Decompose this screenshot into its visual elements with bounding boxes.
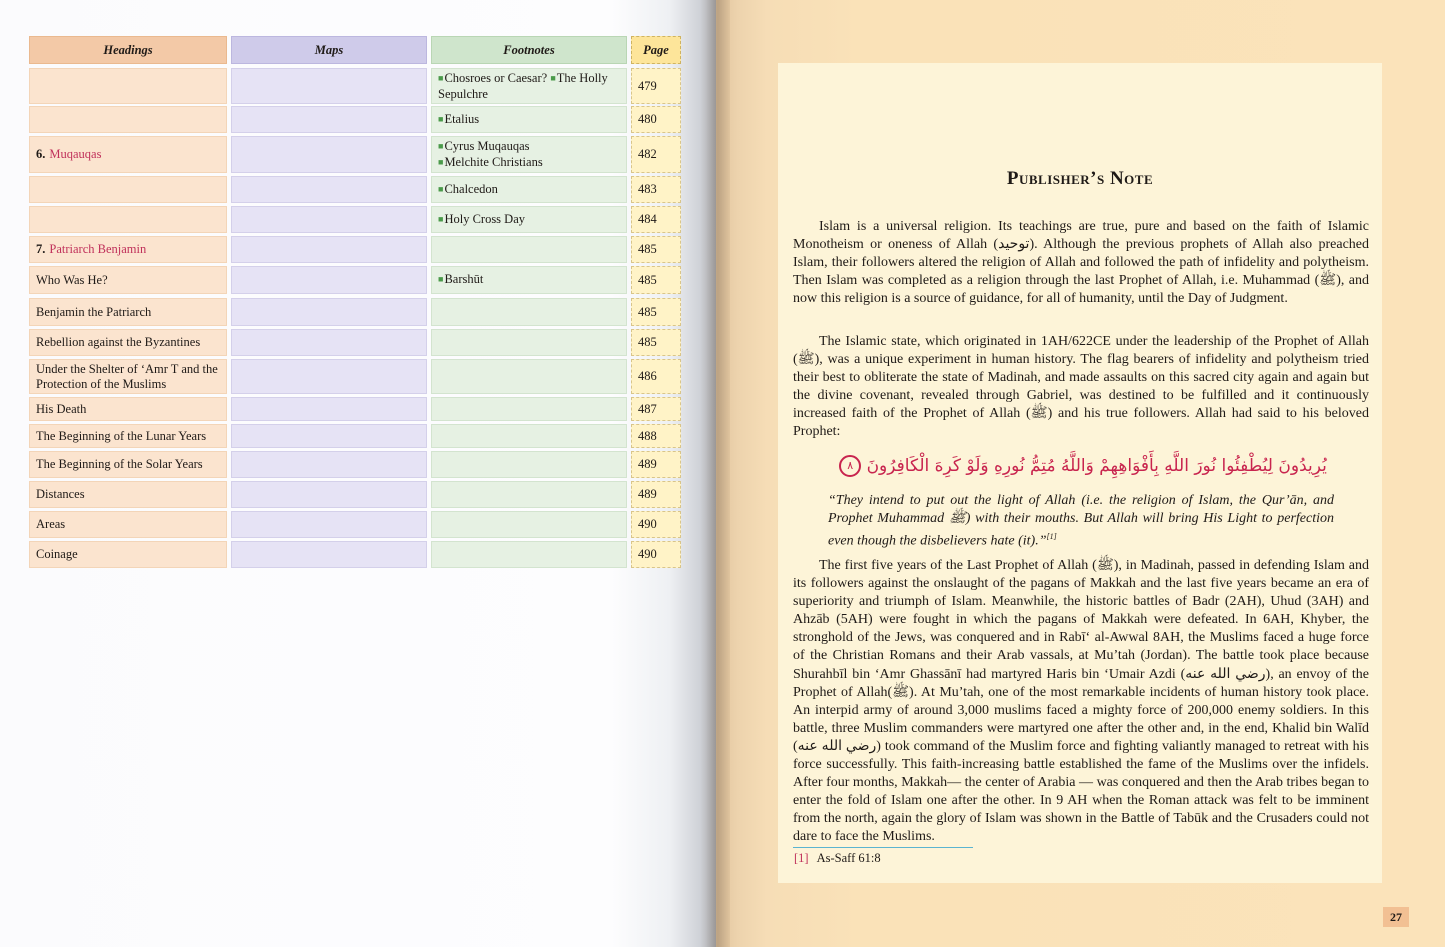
square-bullet-icon: ■ <box>438 274 444 284</box>
header-headings <box>29 36 227 64</box>
footnote-cell <box>431 359 627 394</box>
map-cell <box>231 136 427 173</box>
map-cell <box>231 298 427 326</box>
page-cell <box>631 511 681 538</box>
paragraph-1-text: Islam is a universal religion. Its teachings are true, pure and based on the faith of Islamic Monotheism or oneness of Allah (توحيد). Although the previous prophets of Allah also preached Islam, their followers altered the religion of Allah and followed the path of infidelity and polytheism. Then Islam was completed as a religion through the last Prophet of Allah, i.e. Muhammad (ﷺ), and now this religion is a source of guidance, for all of humanity, until the Day of Judgment. <box>793 219 1369 307</box>
page-cell <box>631 106 681 133</box>
map-cell <box>231 206 427 233</box>
heading-cell <box>29 68 227 104</box>
heading-text[interactable]: Rebellion against the Byzantines <box>36 335 201 349</box>
heading-text[interactable]: The Beginning of the Lunar Years <box>36 428 207 443</box>
table-row <box>29 266 682 294</box>
footnote-cell <box>431 511 627 538</box>
heading-text[interactable]: His Death <box>36 401 87 416</box>
quran-verse <box>793 455 1369 477</box>
page-number-text[interactable]: 485 <box>638 335 657 349</box>
header-maps <box>231 36 427 64</box>
footnote-mark: [1] <box>794 851 809 865</box>
paragraph-3 <box>793 557 1369 847</box>
page-cell <box>631 359 681 394</box>
footnote-item-text: Etalius <box>444 111 480 126</box>
quote-text: “They intend to put out the light of Allah (i.e. the religion of Islam, the Qur’ān, and Prophet Muhammad ﷺ) with their mouths. But Allah will bring His Light to perfection even though the disbelievers hate (it).” <box>828 493 1334 549</box>
page-cell <box>631 541 681 568</box>
heading-text[interactable]: Under the Shelter of ‘Amr T and the Protection of the Muslims <box>36 361 218 391</box>
footnote-list <box>438 182 498 198</box>
header-maps-label: Maps <box>314 42 344 57</box>
book-spine <box>700 0 730 947</box>
map-cell <box>231 451 427 478</box>
footnote-list <box>438 112 479 128</box>
heading-cell <box>29 136 227 173</box>
footnote-item-text: Holy Cross Day <box>444 211 525 226</box>
chapter-number: 7. <box>36 242 46 256</box>
heading-cell <box>29 451 227 478</box>
table-row <box>29 329 682 356</box>
footnote-item[interactable] <box>438 155 543 171</box>
verse-arabic: يُرِيدُونَ لِيُطْفِئُوا نُورَ اللَّهِ بِأَفْوَاهِهِمْ وَاللَّهُ مُتِمُّ نُورِهِ وَلَوْ كَرِهَ الْكَافِرُونَ <box>866 456 1327 476</box>
table-row <box>29 397 682 421</box>
footnote-cell <box>431 68 627 104</box>
footnote-item-text: Chosroes or Caesar? <box>444 70 551 85</box>
footnote-item[interactable] <box>438 112 479 128</box>
map-cell <box>231 176 427 203</box>
page-cell <box>631 481 681 508</box>
footnote-item[interactable] <box>438 212 525 228</box>
paragraph-2 <box>793 333 1369 442</box>
footnote-item-text: Sepulchre <box>438 86 488 101</box>
chapter-number: 6. <box>36 147 46 161</box>
map-cell <box>231 106 427 133</box>
heading-text[interactable]: Benjamin the Patriarch <box>36 304 152 319</box>
page-cell <box>631 298 681 326</box>
map-cell <box>231 424 427 448</box>
left-page <box>0 0 720 947</box>
map-cell <box>231 541 427 568</box>
page-cell <box>631 236 681 263</box>
table-row <box>29 511 682 538</box>
page-number-text[interactable]: 480 <box>638 112 657 126</box>
heading-cell <box>29 206 227 233</box>
footnote-item[interactable] <box>438 87 608 102</box>
table-row <box>29 359 682 394</box>
heading-cell <box>29 397 227 421</box>
footnote-cell <box>431 481 627 508</box>
table-row <box>29 136 682 173</box>
square-bullet-icon: ■ <box>438 113 444 124</box>
footnote-list <box>438 272 483 288</box>
heading-text[interactable]: Who Was He? <box>36 272 108 287</box>
footnote-item[interactable] <box>438 139 543 155</box>
footnote-cell <box>431 176 627 203</box>
footnote-cell <box>431 206 627 233</box>
page-number-text[interactable]: 479 <box>638 78 657 93</box>
page-number-text[interactable]: 489 <box>638 487 657 501</box>
page-number-text[interactable]: 487 <box>638 401 657 416</box>
map-cell <box>231 329 427 356</box>
table-row <box>29 176 682 203</box>
page-cell <box>631 397 681 421</box>
footnote-item-text: Melchite Christians <box>444 154 543 169</box>
page-number: 27 <box>1383 907 1409 927</box>
table-row <box>29 68 682 104</box>
page-title: Publisher’s Note <box>1006 168 1154 189</box>
footnote-cell <box>431 329 627 356</box>
page-number-text[interactable]: 483 <box>638 182 657 196</box>
footnote-cell <box>431 236 627 263</box>
chapter-title[interactable]: Patriarch Benjamin <box>49 242 147 256</box>
paragraph-1 <box>793 218 1369 308</box>
chapter-title[interactable]: Muqauqas <box>49 147 102 161</box>
page-cell <box>631 451 681 478</box>
footnote-text: As-Saff 61:8 <box>816 851 881 865</box>
page-number-text[interactable]: 485 <box>638 304 657 319</box>
square-bullet-icon: ■ <box>438 183 444 194</box>
paragraph-3-text: The first five years of the Last Prophet of Allah (ﷺ), in Madinah, passed in defending Islam and its followers against the onslaught of the pagans of Makkah and the last five years became an era of superiority and triumph of Islam. Meanwhile, the historic battles of Badr (2AH), Uhud (3AH) and Ahzāb (5AH) were fought in which the pagans of Makkah were defeated. In 6AH, Khyber, the stronghold of the Jews, was conquered and in Rabī‘ al-Awwal 8AH, the Muslims faced a huge force of the Christian Romans and their Arab vassals, at Mu’tah (Jordan). The battle took place because Shurahbīl bin ‘Amr Ghassānī had martyred Haris bin ‘Umair Azdi (رضي الله عنه), an envoy of the Prophet of Allah(ﷺ). At Mu’tah, one of the most remarkable incidents of human history took place. An interpid army of around 3,000 muslims faced a mighty force of 200,000 enemy soldiers. In this battle, three Muslim commanders were martyred one after the other and, in the end, Khalid bin Walīd (رضي الله عنه) took command of the Muslim force and fighting valiantly managed to retreat with his force successfully. This faith-increasing battle established the fame of the Muslims over the infidels. After four months, Makkah— the center of Arabia — was conquered and then the Arab tribes began to enter the fold of Islam one after the other. In 9 AH when the Roman attack was felt to be imminent from the north, again the glory of Islam was shown in the Battle of Tabūk and the Crusaders could not dare to face the Muslims. <box>793 558 1369 845</box>
footnote-cell <box>431 451 627 478</box>
square-bullet-icon: ■ <box>550 72 556 83</box>
footnote-item[interactable] <box>438 71 608 87</box>
footnote-item[interactable] <box>438 182 498 198</box>
page-number-text[interactable]: 486 <box>638 369 657 383</box>
heading-cell <box>29 266 227 294</box>
verse-number-icon: ٨ <box>839 455 861 477</box>
heading-cell <box>29 511 227 538</box>
table-row <box>29 424 682 448</box>
page-number-text[interactable]: 489 <box>638 457 657 471</box>
page-cell <box>631 329 681 356</box>
footnote-divider <box>793 847 973 848</box>
square-bullet-icon: ■ <box>438 72 444 83</box>
table-row <box>29 298 682 326</box>
footnote-cell <box>431 424 627 448</box>
header-page <box>631 36 681 64</box>
footnote-cell <box>431 136 627 173</box>
page-number-text[interactable]: 485 <box>638 242 657 256</box>
heading-cell <box>29 106 227 133</box>
map-cell <box>231 511 427 538</box>
heading-cell <box>29 298 227 326</box>
header-footnotes-label: Footnotes <box>503 42 555 57</box>
heading-cell <box>29 359 227 394</box>
heading-cell <box>29 424 227 448</box>
footnote-cell <box>431 298 627 326</box>
verse-translation <box>828 492 1334 551</box>
page-cell <box>631 424 681 448</box>
page-cell <box>631 136 681 173</box>
map-cell <box>231 359 427 394</box>
footnote-item-text: Cyrus Muqauqas <box>444 138 530 153</box>
footnote-cell <box>431 266 627 294</box>
page-cell <box>631 68 681 104</box>
footnote-cell <box>431 541 627 568</box>
page-cell <box>631 176 681 203</box>
header-footnotes <box>431 36 627 64</box>
map-cell <box>231 397 427 421</box>
footnote-list <box>438 71 608 102</box>
footnote-cell <box>431 106 627 133</box>
header-page-label: Page <box>643 42 669 57</box>
paragraph-2-text: The Islamic state, which originated in 1AH/622CE under the leadership of the Prophet of Allah (ﷺ), was a unique experiment in human history. The flag bearers of infidelity and polytheism tried their best to obliterate the state of Madinah, and made assaults on this sacred city again and again but the divine covenant, revealed through Gabriel, was destined to be fulfilled and it continuously increased faith of the Prophet of Allah (ﷺ) and his true followers. Allah had said to his beloved Prophet: <box>793 334 1369 440</box>
page-cell <box>631 266 681 294</box>
square-bullet-icon: ■ <box>438 140 444 151</box>
page-number-text[interactable]: 484 <box>638 212 657 226</box>
heading-text[interactable]: Distances <box>36 487 85 501</box>
quote-reference[interactable]: [1] <box>1046 532 1057 542</box>
footnote-list <box>438 212 525 228</box>
table-row <box>29 541 682 568</box>
table-row <box>29 481 682 508</box>
footnote-item-text: Barshūt <box>444 272 484 286</box>
heading-text[interactable]: Coinage <box>36 547 78 561</box>
square-bullet-icon: ■ <box>438 156 444 167</box>
header-headings-label: Headings <box>103 42 153 57</box>
table-row <box>29 106 682 133</box>
page-number-text[interactable]: 485 <box>638 272 657 287</box>
footnote-item-text: Chalcedon <box>444 181 498 196</box>
footnote-list <box>438 139 543 171</box>
heading-cell <box>29 481 227 508</box>
page-number-text[interactable]: 488 <box>638 428 657 443</box>
heading-cell <box>29 329 227 356</box>
table-row <box>29 451 682 478</box>
map-cell <box>231 236 427 263</box>
map-cell <box>231 481 427 508</box>
footnote-item[interactable] <box>438 272 483 288</box>
page-number-text[interactable]: 490 <box>638 517 657 531</box>
page-number-text[interactable]: 490 <box>638 547 657 561</box>
footnote-cell <box>431 397 627 421</box>
table-row <box>29 236 682 263</box>
footnote-item-text: The Holly <box>556 70 608 85</box>
heading-text[interactable]: The Beginning of the Solar Years <box>36 457 203 471</box>
heading-cell <box>29 176 227 203</box>
footnote <box>794 851 881 866</box>
map-cell <box>231 266 427 294</box>
square-bullet-icon: ■ <box>438 213 444 224</box>
heading-cell <box>29 541 227 568</box>
heading-cell <box>29 236 227 263</box>
map-cell <box>231 68 427 104</box>
heading-text[interactable]: Areas <box>36 517 66 531</box>
table-header-row <box>29 36 682 64</box>
table-row <box>29 206 682 233</box>
page-number-text[interactable]: 482 <box>638 147 657 161</box>
page-cell <box>631 206 681 233</box>
